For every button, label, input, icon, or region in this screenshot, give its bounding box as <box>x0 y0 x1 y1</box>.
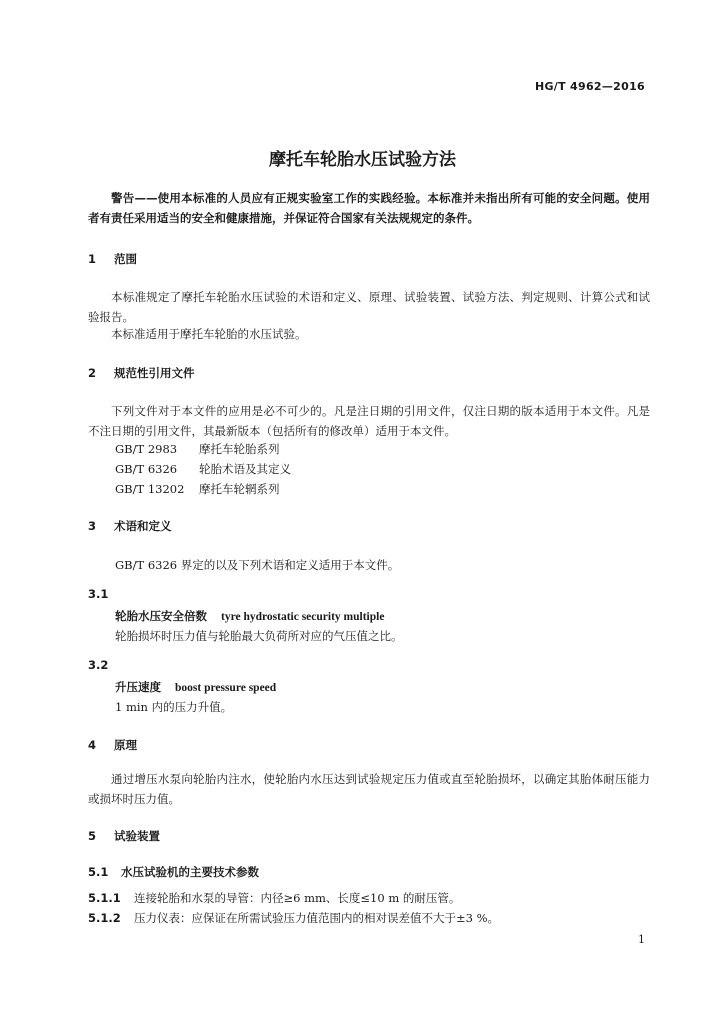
reference-code: GB/T 2983 <box>115 442 178 456</box>
subsection-number: 5.1 <box>88 865 109 879</box>
section-title: 试验装置 <box>114 829 160 843</box>
reference-item <box>115 481 280 497</box>
reference-name: 轮胎术语及其定义 <box>199 462 291 476</box>
section-3-heading <box>88 518 172 534</box>
clause-text: 连接轮胎和水泵的导管：内径≥6 mm、长度≤10 m 的耐压管。 <box>134 891 461 905</box>
term-3-1-definition: 轮胎损坏时压力值与轮胎最大负荷所对应的气压值之比。 <box>115 629 403 643</box>
document-title: 摩托车轮胎水压试验方法 <box>269 150 456 170</box>
term-3-2-definition: 1 min 内的压力升值。 <box>115 700 233 714</box>
subsection-title: 水压试验机的主要技术参数 <box>121 865 259 879</box>
clause-5-1-1 <box>88 888 460 908</box>
subsection-5-1-heading <box>88 864 259 880</box>
section-1-heading <box>88 251 137 267</box>
section-number: 4 <box>88 738 97 752</box>
reference-code: GB/T 6326 <box>115 462 178 476</box>
section-2-heading <box>88 365 195 381</box>
section-number: 5 <box>88 829 97 843</box>
reference-name: 摩托车轮辋系列 <box>199 482 280 496</box>
section-3-paragraph-1: GB/T 6326 界定的以及下列术语和定义适用于本文件。 <box>115 558 400 572</box>
term-english: boost pressure speed <box>175 682 277 694</box>
term-3-2 <box>115 677 276 698</box>
section-1-paragraph-2: 本标准适用于摩托车轮胎的水压试验。 <box>111 327 307 341</box>
section-4-heading <box>88 737 137 753</box>
page-number: 1 <box>638 933 645 946</box>
section-number: 1 <box>88 252 97 266</box>
clause-number: 5.1.2 <box>88 911 121 925</box>
reference-code: GB/T 13202 <box>115 482 185 496</box>
section-title: 原理 <box>114 738 137 752</box>
term-english: tyre hydrostatic security multiple <box>221 611 385 623</box>
clause-number: 5.1.1 <box>88 891 121 905</box>
reference-name: 摩托车轮胎系列 <box>199 442 280 456</box>
clause-text: 压力仪表：应保证在所需试验压力值范围内的相对误差值不大于±3 %。 <box>134 911 500 925</box>
term-3-1 <box>115 606 384 627</box>
reference-item <box>115 441 280 457</box>
term-chinese: 轮胎水压安全倍数 <box>115 609 207 623</box>
section-4-paragraph-1: 通过增压水泵向轮胎内注水，使轮胎内水压达到试验规定压力值或直至轮胎损坏，以确定其胎体耐压能力或损坏时压力值。 <box>88 772 650 806</box>
clause-5-1-2 <box>88 908 499 928</box>
section-number: 2 <box>88 366 97 380</box>
section-title: 术语和定义 <box>114 519 172 533</box>
section-title: 范围 <box>114 252 137 266</box>
term-3-1-number: 3.1 <box>88 587 109 601</box>
section-2-paragraph-1: 下列文件对于本文件的应用是必不可少的。凡是注日期的引用文件，仅注日期的版本适用于本文件。凡是不注日期的引用文件，其最新版本（包括所有的修改单）适用于本文件。 <box>88 404 650 438</box>
section-title: 规范性引用文件 <box>114 366 195 380</box>
reference-item <box>115 461 291 477</box>
term-3-2-number: 3.2 <box>88 658 109 672</box>
section-5-heading <box>88 828 160 844</box>
standard-code: HG/T 4962—2016 <box>534 80 645 93</box>
section-number: 3 <box>88 519 97 533</box>
warning-paragraph: 警告——使用本标准的人员应有正规实验室工作的实践经验。本标准并未指出所有可能的安全问题。使用者有责任采用适当的安全和健康措施，并保证符合国家有关法规规定的条件。 <box>88 191 650 225</box>
term-chinese: 升压速度 <box>115 680 161 694</box>
section-1-paragraph-1: 本标准规定了摩托车轮胎水压试验的术语和定义、原理、试验装置、试验方法、判定规则、计算公式和试验报告。 <box>88 290 650 324</box>
